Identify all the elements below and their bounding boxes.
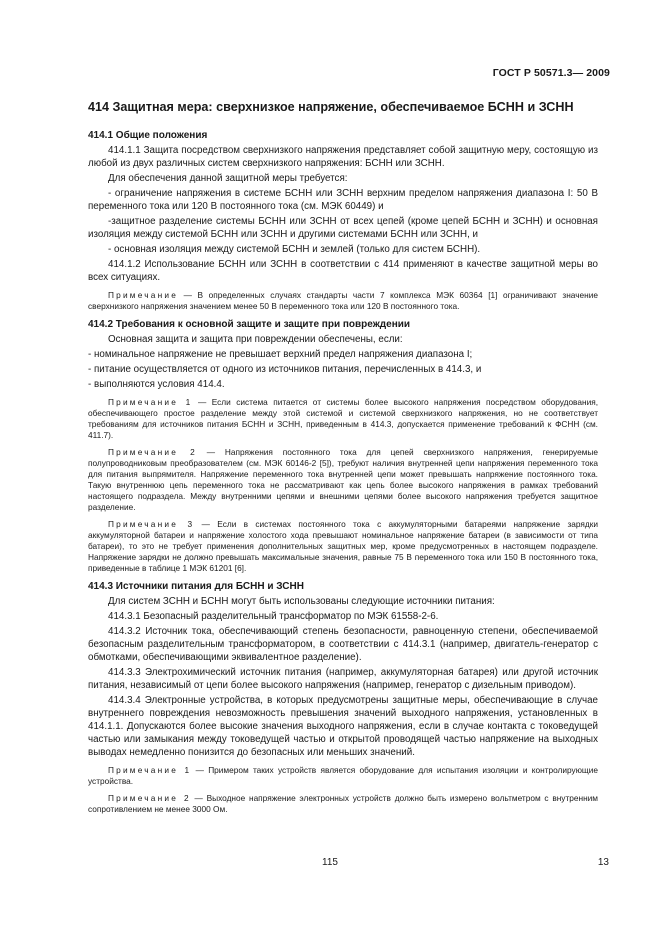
list-item: - основная изоляция между системой БСНН и землей (только для систем БСНН). (108, 244, 481, 255)
paragraph: 414.1.1 Защита посредством сверхнизкого напряжения представляет собой защитную меру, состоящую из любой из двух различных систем сверхнизкого напряжения: БСНН или ЗСНН. (88, 145, 598, 169)
note (88, 793, 598, 815)
note-label: Примечание 1 (108, 397, 193, 407)
note (88, 290, 598, 312)
paragraph: Для обеспечения данной защитной меры требуется: (108, 173, 348, 184)
note-label: Примечание 2 (108, 447, 197, 457)
paragraph: 414.3.2 Источник тока, обеспечивающий степень безопасности, равноценную степени, обеспечиваемой безопасным разделительным трансформатором, в соответствии с 414.3.1 (например, двигатель-генератор с обмотками, обеспечивающими эквивалентное разделение). (88, 626, 598, 663)
note-label: Примечание (108, 290, 179, 300)
note-text: — Примером таких устройств является оборудование для испытания изоляции и контролирующие устройства. (88, 765, 598, 786)
subsection-heading-414-1: 414.1 Общие положения (88, 130, 208, 141)
note-label: Примечание 3 (108, 519, 195, 529)
subsection-heading-414-2: 414.2 Требования к основной защите и защите при повреждении (88, 319, 411, 330)
subsection-heading-414-3: 414.3 Источники питания для БСНН и ЗСНН (88, 581, 304, 592)
paragraph: 414.3.1 Безопасный разделительный трансформатор по МЭК 61558-2-6. (108, 611, 439, 622)
page-number: 115 (322, 857, 338, 868)
note (88, 519, 598, 574)
paragraph: Основная защита и защита при повреждении обеспечены, если: (108, 334, 403, 345)
list-item: - питание осуществляется от одного из источников питания, перечисленных в 414.3, и (88, 364, 482, 375)
paragraph: 414.3.4 Электронные устройства, в которых предусмотрены защитные меры, обеспечивающие в случае внутреннего повреждения невозможность превышения значений выходного напряжения, установленных в 414.1.1. Допускаются более высокие значения выходного напряжения, если в случае контакта с токоведущей частью или замыкания между токоведущей частью и открытой проводящей частью напряжение на выходных выводах немедленно понизится до безопасных или меньших значений. (88, 695, 598, 758)
list-item: - номинальное напряжение не превышает верхний предел напряжения диапазона I; (88, 349, 473, 360)
note-text: — Напряжения постоянного тока для цепей сверхнизкого напряжения, генерируемые полупроводниковым преобразователем (см. МЭК 60146-2 [5]), требуют наличия внутренней цепи напряжения переменного тока для питания выпрямителя. Напряжение переменного тока внутренней цепи может превышать напряжение постоянного тока. Такую внутреннюю цепь переменного тока не рассматривают как цепь более высокого напряжения в рамках требований настоящего подраздела. Между внутренними цепями и внешними цепями более высокого напряжения требуется защитное разделение. (88, 447, 598, 512)
sheet-number: 13 (597, 857, 609, 868)
standard-code-header: ГОСТ Р 50571.3— 2009 (492, 67, 610, 79)
list-item: - выполняются условия 414.4. (88, 379, 225, 390)
note-text: — Если система питается от системы более высокого напряжения посредством оборудования, обеспечивающего простое разделение между этой системой и системой сверхнизкого напряжения, но не соответствует требованиям для источников питания БСНН и ЗСНН, приведенным в 414.3, допускается применение требований к ФСНН (см. 411.7). (88, 397, 599, 440)
note (88, 765, 598, 787)
section-title: 414 Защитная мера: сверхнизкое напряжение, обеспечиваемое БСНН и ЗСНН (88, 100, 574, 114)
note-text: — В определенных случаях стандарты части 7 комплекса МЭК 60364 [1] ограничивают значение сверхнизкого напряжения значением менее 50 В переменного тока или 120 В постоянного тока. (88, 290, 598, 311)
note-label: Примечание 2 (108, 793, 191, 803)
paragraph: 414.3.3 Электрохимический источник питания (например, аккумуляторная батарея) или другой источник питания, независимый от цепи более высокого напряжения (например, генератор с дизельным приводом). (88, 667, 598, 691)
note (88, 397, 598, 441)
note (88, 447, 598, 513)
note-label: Примечание 1 (108, 765, 192, 775)
note-text: — Выходное напряжение электронных устройств должно быть измерено вольтметром с внутренним сопротивлением не менее 3000 Ом. (88, 793, 598, 814)
main-content (88, 99, 598, 819)
paragraph: 414.1.2 Использование БСНН или ЗСНН в соответствии с 414 применяют в качестве защитной меры во всех ситуациях. (88, 259, 598, 283)
note-text: — Если в системах постоянного тока с аккумуляторными батареями напряжение зарядки аккумуляторной батареи и напряжение холостого хода превышают номинальное напряжение батареи (в зависимости от типа батареи), то это не требует применения дополнительных защитных мер, кроме предусмотренных в настоящем подразделе. Напряжение зарядки не должно превышать максимальные значения, равные 75 В переменного тока или 150 В постоянного тока, приведенные в таблице 1 МЭК 61201 [6]. (88, 519, 599, 573)
list-item: - ограничение напряжения в системе БСНН или ЗСНН верхним пределом напряжения диапазона I: 50 В переменного тока или 120 В постоянного тока (см. МЭК 60449) и (88, 188, 598, 212)
list-item: -защитное разделение системы БСНН или ЗСНН от всех цепей (кроме цепей БСНН и ЗСНН) и основная изоляция между системой БСНН или ЗСНН и другими системами БСНН или ЗСНН, и (88, 216, 598, 240)
paragraph: Для систем ЗСНН и БСНН могут быть использованы следующие источники питания: (108, 596, 495, 607)
